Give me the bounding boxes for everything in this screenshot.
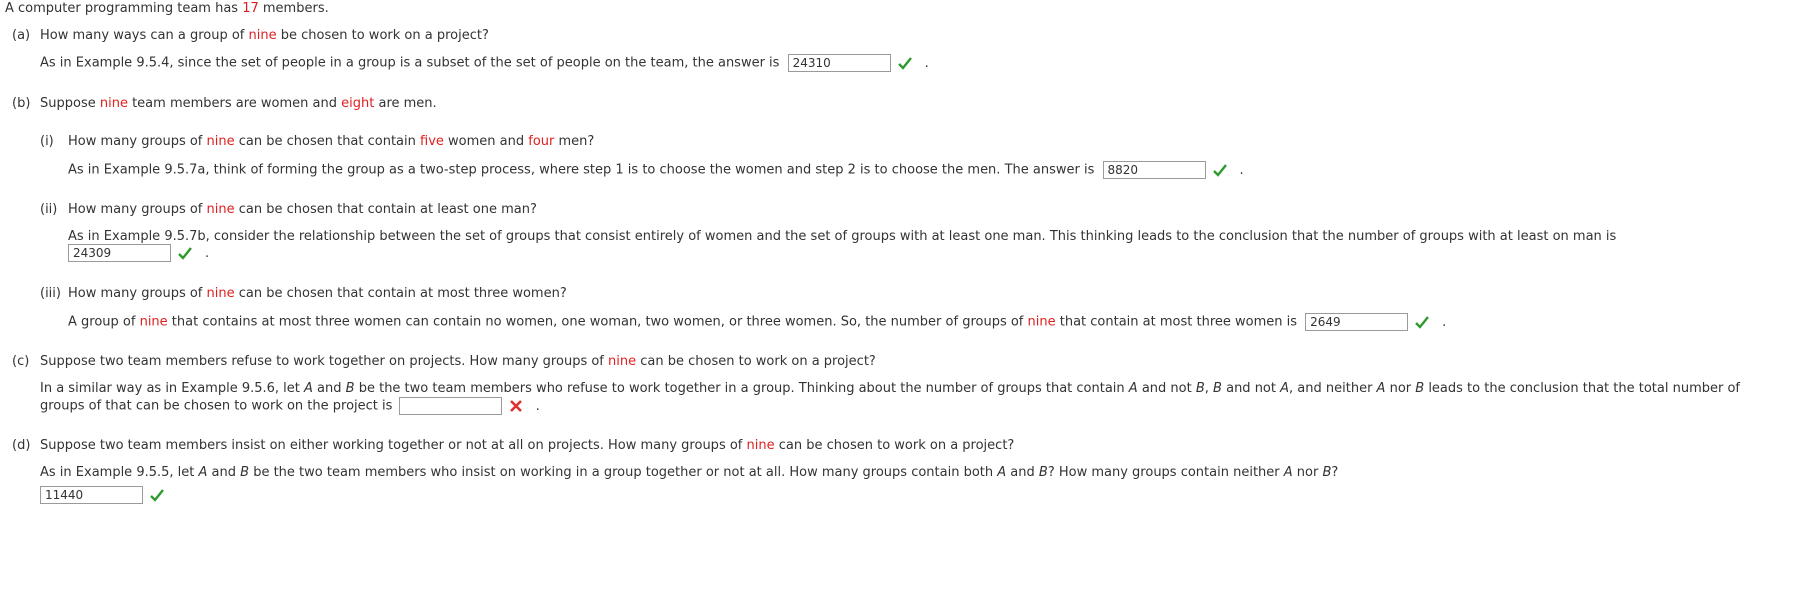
part-b-label: (b) [12,96,31,111]
part-a-label: (a) [12,28,31,43]
check-icon [1414,315,1430,329]
part-b-i-label: (i) [40,134,54,149]
part-c-question: (c) Suppose two team members refuse to work together on projects. How many groups of nine can be chosen to work on a project? [12,354,876,369]
part-b-iii-answer-input[interactable]: 2649 [1305,313,1408,331]
part-a-explanation: As in Example 9.5.4, since the set of people in a group is a subset of the set of people on the team, the answer is 24310 . [40,55,929,71]
check-icon [897,56,913,70]
part-a-answer-input[interactable]: 24310 [788,54,891,72]
part-b-i-question: (i) How many groups of nine can be chosen that contain five women and four men? [40,134,595,149]
cross-icon [508,399,524,413]
team-size: 17 [242,1,259,16]
check-icon [1212,163,1228,177]
part-b-iii-explanation: A group of nine that contains at most three women can contain no women, one woman, two women, or three women. So, the number of groups of nine that contain at most three women is 2649 . [68,314,1447,330]
part-a-question: (a) How many ways can a group of nine be chosen to work on a project? [12,28,489,43]
part-c-explanation: In a similar way as in Example 9.5.6, let A and B be the two team members who refuse to work together in a group. Thinking about the number of groups that contain A and not B, B and not A, and neither A nor B leads to the conclusion that the total number of [40,381,1741,396]
part-d-answer-row [40,486,165,504]
part-d-question: (d) Suppose two team members insist on either working together or not at all on projects. How many groups of nine can be chosen to work on a project? [12,438,1015,453]
part-c-answer-input[interactable] [399,397,502,415]
part-b-iii-question: (iii) How many groups of nine can be chosen that contain at most three women? [40,286,567,301]
part-b-i-answer-input[interactable]: 8820 [1103,161,1206,179]
part-b-iii-label: (iii) [40,286,61,301]
part-c-label: (c) [12,354,30,369]
part-b-ii-answer-input[interactable]: 24309 [68,244,171,262]
part-b-ii-explanation: As in Example 9.5.7b, consider the relationship between the set of groups that consist entirely of women and the set of groups with at least one man. This thinking leads to the conclusion that the number of groups with at least on man is [68,229,1617,244]
part-b-ii-question: (ii) How many groups of nine can be chosen that contain at least one man? [40,202,537,217]
part-b-question: (b) Suppose nine team members are women and eight are men. [12,96,437,111]
intro-text: A computer programming team has 17 members. [5,1,329,16]
part-d-answer-input[interactable]: 11440 [40,486,143,504]
check-icon [177,246,193,260]
part-b-ii-answer-row: 24309 . [68,244,209,262]
check-icon [149,488,165,502]
part-c-answer-row: groups of that can be chosen to work on the project is . [40,398,540,414]
part-d-label: (d) [12,438,31,453]
part-b-ii-label: (ii) [40,202,58,217]
part-d-explanation: As in Example 9.5.5, let A and B be the two team members who insist on working in a group together or not at all. How many groups contain both A and B? How many groups contain neither A nor B? [40,465,1339,480]
part-b-i-explanation: As in Example 9.5.7a, think of forming the group as a two-step process, where step 1 is to choose the women and step 2 is to choose the men. The answer is 8820 . [68,162,1244,178]
